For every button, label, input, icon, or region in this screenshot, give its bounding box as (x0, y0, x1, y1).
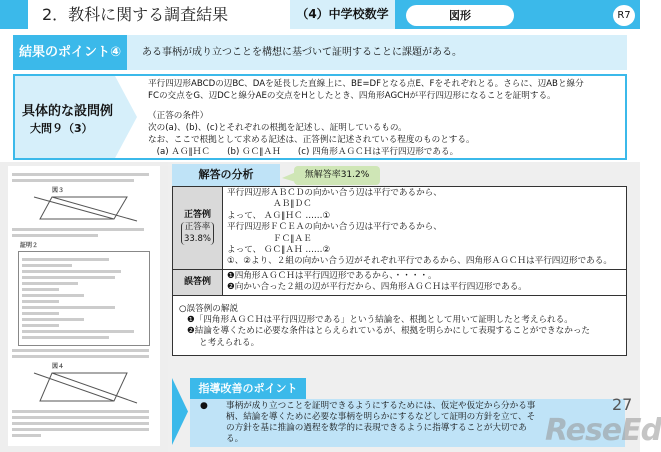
answer-line: ①、②より、２組の向かい合う辺がそれぞれ平行であるから、四角形ＡＧＣＨは平行四辺形である。 (227, 256, 612, 267)
proof-2-label: 証明２ (20, 242, 39, 249)
answer-line: ❷向かい合った２組の辺が平行だから、四角形ＡＧＣＨは平行四辺形である。 (227, 282, 527, 293)
answer-line: 平行四辺形ＦＣＥＡの向かい合う辺は平行であるから、 (227, 222, 442, 233)
result-point-text: ある事柄が成り立つことを構想に基づいて証明することに課題がある。 (127, 35, 627, 70)
year-badge: R7 (613, 5, 635, 26)
explanation-line: ❶「四角形ＡＧＣＨは平行四辺形である」という結論を、根拠として用いて証明したと考えられる。 (187, 315, 573, 326)
condition-title: （正答の条件） (148, 111, 209, 121)
question-label: 具体的な設問例 (22, 104, 114, 119)
condition-line: 次の(a)、(b)、(c)とそれぞれの根拠を記述し、証明しているもの。 (148, 123, 407, 133)
correct-rate-label: 正答率 (184, 222, 211, 233)
explanation-line: と考えられる。 (199, 337, 260, 348)
condition-line: (a) ＡＧ∥ＨＣ (b) ＧＣ∥ＡＨ (c) 四角形ＡＧＣＨは平行四辺形である。 (148, 147, 459, 157)
question-line: FCの交点をG、辺DCと線分AEの交点をHとしたとき、四角形AGCHが平行四辺形になることを証明する。 (148, 91, 556, 101)
page-number: 27 (612, 395, 633, 414)
section-title: 2．教科に関する調査結果 (28, 0, 290, 29)
watermark-logo: ReseEd (545, 413, 661, 448)
scanned-problem-page (8, 166, 160, 446)
explanation-line: ❷結論を導くために必要な条件はとらえられているが、根拠を明らかにして表現することができなかった (187, 326, 591, 337)
analysis-tab: 解答の分析 (172, 164, 280, 186)
figure-3-label: 図３ (52, 187, 65, 194)
figure-3-diagram (12, 195, 156, 223)
correct-answer (223, 187, 627, 270)
improvement-tab: 指導改善のポイント (190, 378, 306, 399)
no-response-rate-badge: 無解答率31.2% (294, 166, 380, 185)
wrong-answer (223, 269, 627, 295)
condition-line: なお、ここで根拠として求める記述は、正答例に記述されている程度のものとする。 (148, 135, 475, 145)
wrong-header: 誤答例 (173, 269, 223, 295)
error-explanation (172, 296, 627, 357)
figure-4-diagram (12, 371, 156, 405)
figure-4-label: 図４ (52, 363, 65, 370)
result-point-label: 結果のポイント④ (13, 35, 127, 70)
proof-box (18, 251, 150, 346)
correct-rate-box (181, 222, 214, 245)
correct-label: 正答例 (183, 209, 211, 220)
question-line: 平行四辺形ABCDの辺BC、DAを延長した直線上に、BE=DFとなる点E、Fをそれぞれとる。さらに、辺ABと線分 (148, 79, 584, 89)
correct-header (173, 187, 223, 270)
answer-table (172, 186, 627, 296)
analysis-content (172, 186, 627, 356)
improvement-text: 事柄が成り立つことを証明できるようにするためには、仮定や仮定から分かる事柄、結論を導くために必要な事柄を明らかにするなどして証明の方針を立て、その方針を基に推論の過程を数学的に表現できるように指導することが大切である。 (226, 401, 536, 444)
answer-line: よって、 ＧＣ∥ＡＨ ……② (227, 245, 331, 256)
correct-rate-value: 33.8% (183, 233, 211, 244)
question-number: 大問９（3） (30, 122, 93, 135)
answer-line: ＡＢ∥ＤＣ (273, 199, 312, 210)
question-text (148, 78, 623, 158)
table-row (173, 187, 627, 270)
bullet-icon: ● (200, 401, 208, 411)
table-row (173, 269, 627, 295)
answer-line: ＦＣ∥ＡＥ (273, 233, 312, 244)
answer-line: ❶四角形ＡＧＣＨは平行四辺形であるから、・・・・。 (227, 270, 437, 281)
topic-pill: 図形 (406, 5, 514, 26)
subject-label: （4）中学校数学 (290, 0, 395, 29)
answer-line: 平行四辺形ＡＢＣＤの向かい合う辺は平行であるから、 (227, 188, 442, 198)
answer-line: よって、 ＡＧ∥ＨＣ ……① (227, 210, 331, 221)
explanation-title: ○誤答例の解説 (179, 303, 239, 314)
